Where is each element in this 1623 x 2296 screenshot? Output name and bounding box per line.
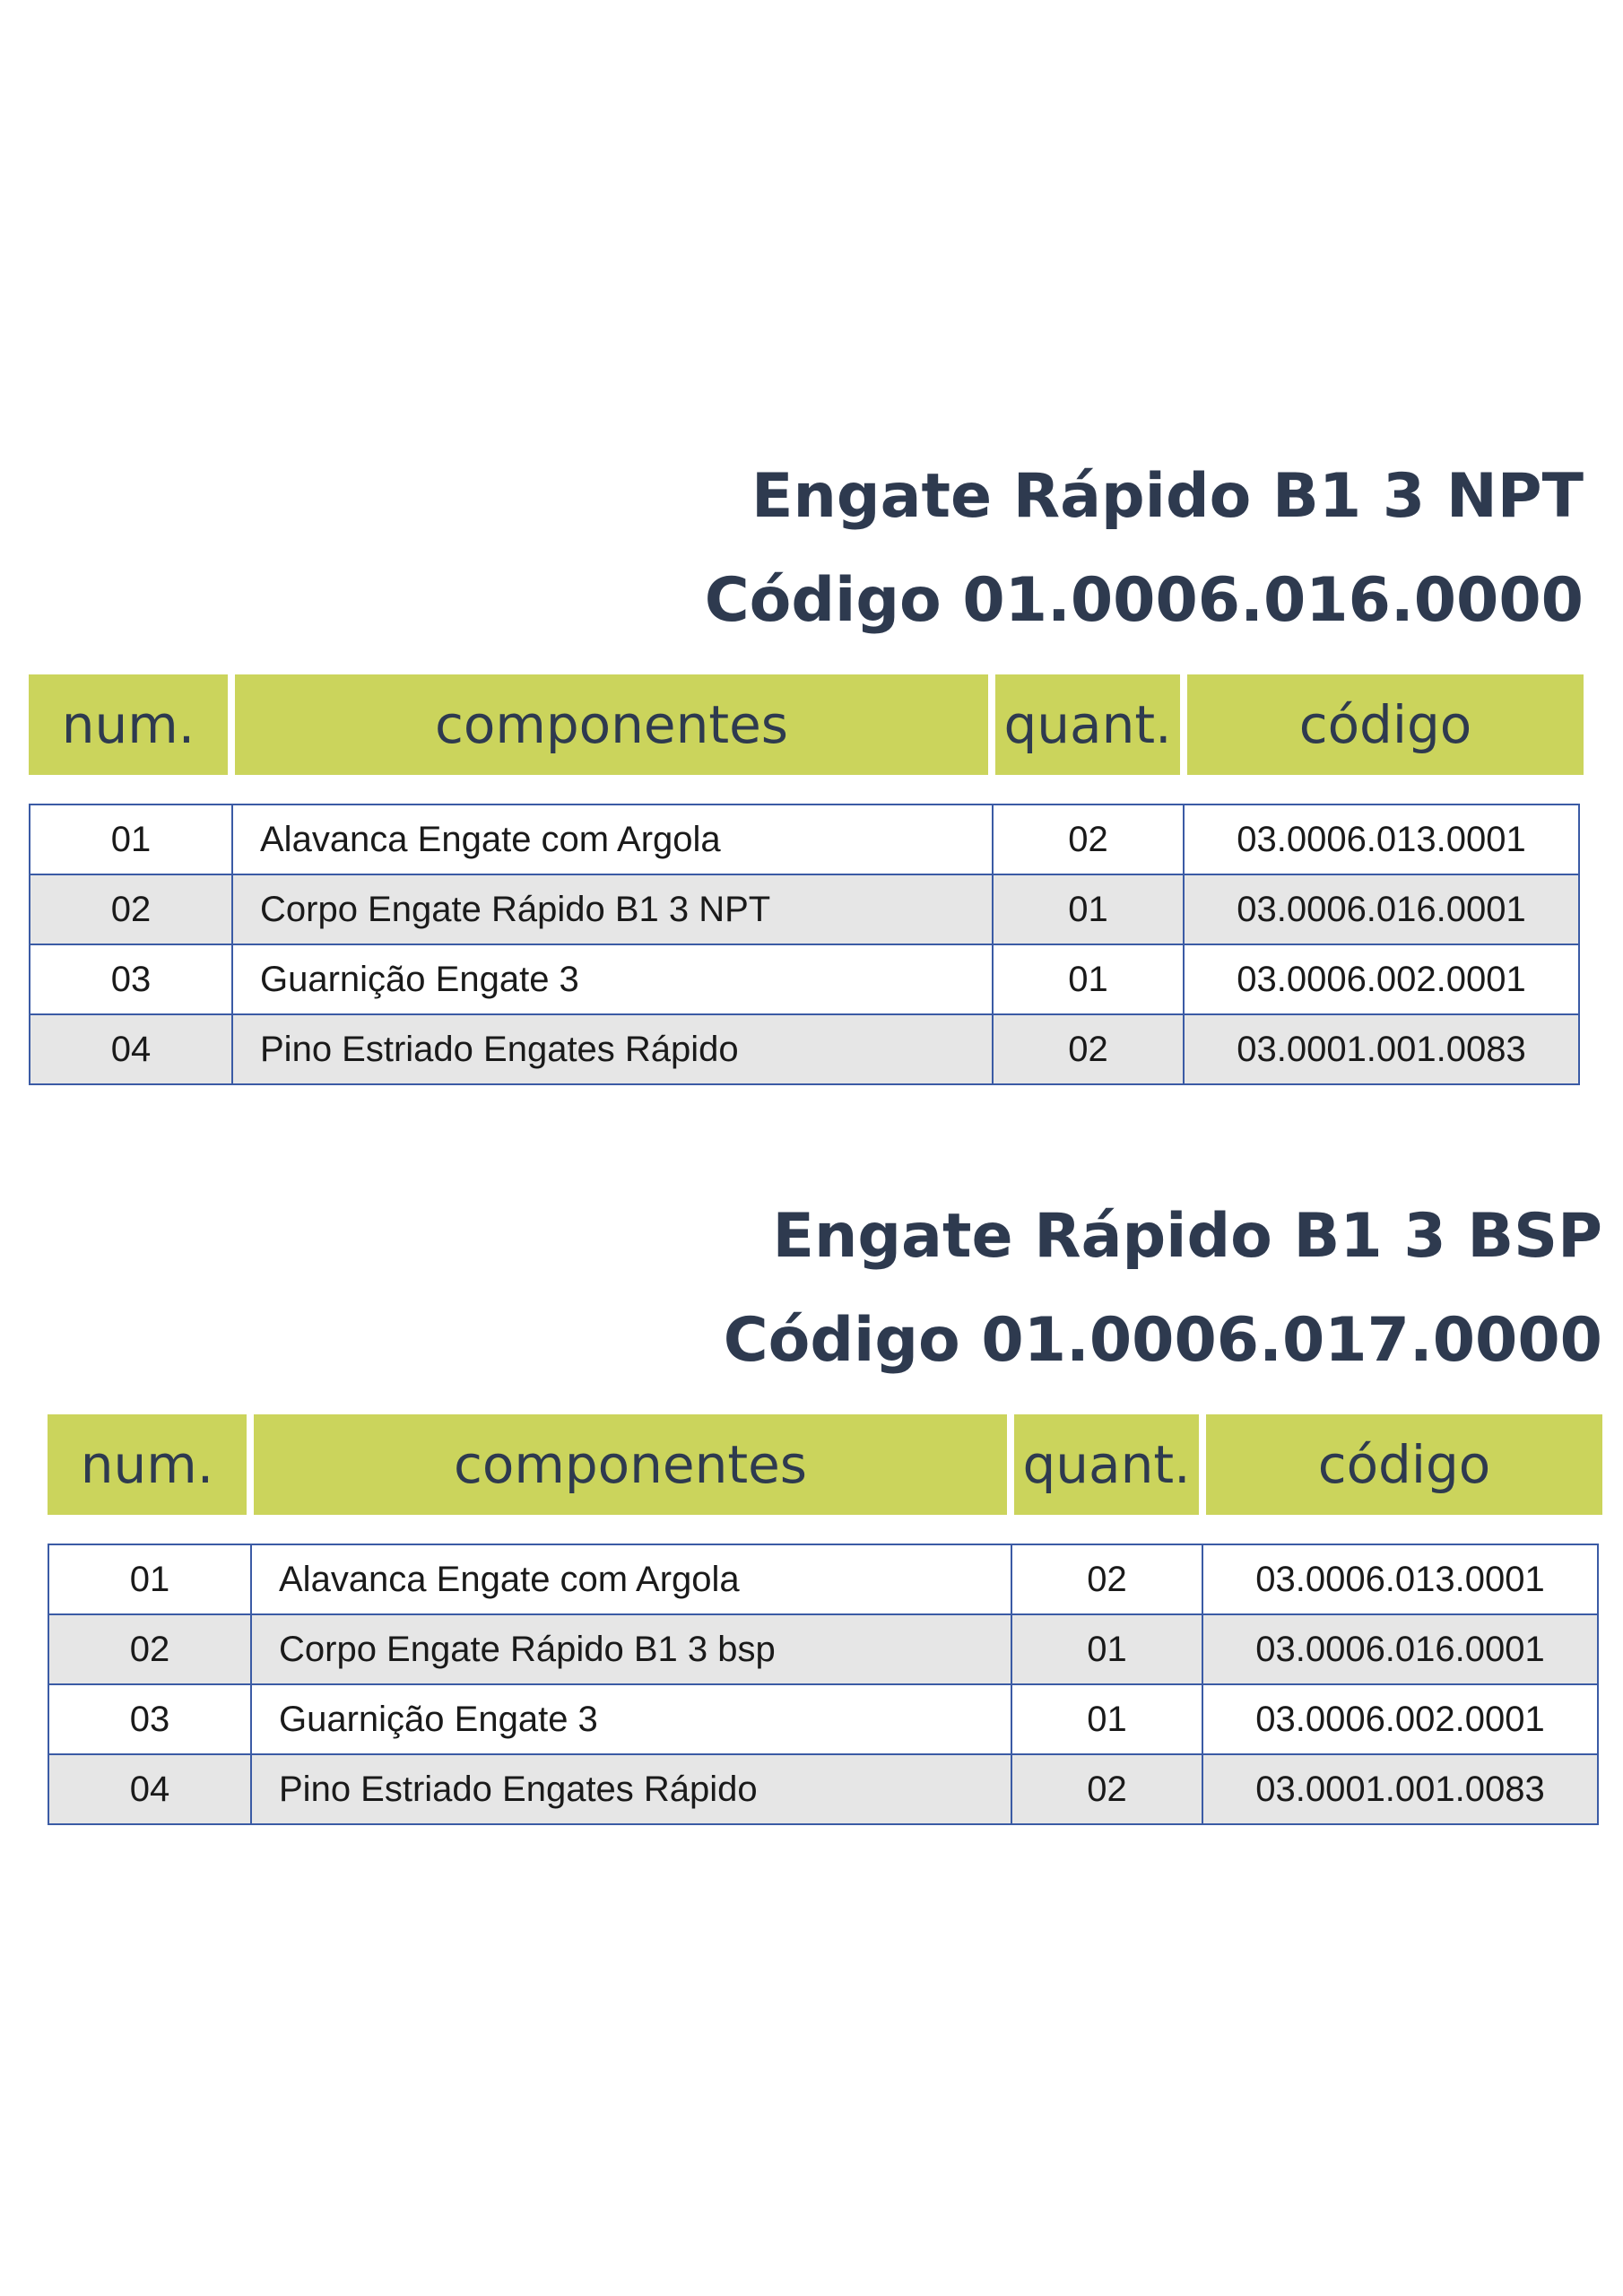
row-componente: Pino Estriado Engates Rápido (232, 1014, 993, 1084)
row-quant: 02 (993, 1014, 1184, 1084)
row-num: 04 (30, 1014, 232, 1084)
row-codigo: 03.0006.013.0001 (1184, 804, 1579, 874)
row-componente: Alavanca Engate com Argola (232, 804, 993, 874)
table-row (30, 1014, 1579, 1084)
header-codigo: código (1187, 674, 1584, 775)
row-num: 01 (30, 804, 232, 874)
row-num: 04 (48, 1754, 251, 1824)
row-componente: Guarnição Engate 3 (232, 944, 993, 1014)
product-block-bsp (48, 1201, 1602, 1834)
row-codigo: 03.0006.002.0001 (1202, 1684, 1598, 1754)
row-num: 03 (30, 944, 232, 1014)
row-codigo: 03.0006.013.0001 (1202, 1544, 1598, 1614)
row-quant: 02 (993, 804, 1184, 874)
table-row (30, 874, 1579, 944)
row-componente: Guarnição Engate 3 (251, 1684, 1011, 1754)
product-code: Código 01.0006.017.0000 (723, 1305, 1602, 1376)
row-componente: Corpo Engate Rápido B1 3 NPT (232, 874, 993, 944)
row-quant: 02 (1011, 1544, 1202, 1614)
row-num: 01 (48, 1544, 251, 1614)
row-quant: 02 (1011, 1754, 1202, 1824)
row-componente: Alavanca Engate com Argola (251, 1544, 1011, 1614)
components-table (29, 804, 1580, 1085)
table-row (48, 1544, 1598, 1614)
table-row (30, 804, 1579, 874)
table-header (48, 1414, 1602, 1515)
product-title: Engate Rápido B1 3 BSP (772, 1201, 1602, 1272)
table-header (29, 674, 1584, 775)
row-quant: 01 (993, 874, 1184, 944)
table-row (48, 1614, 1598, 1684)
header-componentes: componentes (235, 674, 988, 775)
components-table (48, 1544, 1599, 1825)
row-componente: Pino Estriado Engates Rápido (251, 1754, 1011, 1824)
row-codigo: 03.0006.002.0001 (1184, 944, 1579, 1014)
table-row (30, 944, 1579, 1014)
header-num: num. (48, 1414, 247, 1515)
row-codigo: 03.0001.001.0083 (1202, 1754, 1598, 1824)
header-componentes: componentes (254, 1414, 1007, 1515)
row-num: 02 (30, 874, 232, 944)
row-quant: 01 (993, 944, 1184, 1014)
header-num: num. (29, 674, 228, 775)
row-codigo: 03.0006.016.0001 (1202, 1614, 1598, 1684)
product-block-npt (29, 461, 1584, 1094)
header-codigo: código (1206, 1414, 1602, 1515)
header-quant: quant. (995, 674, 1180, 775)
table-row (48, 1754, 1598, 1824)
product-code: Código 01.0006.016.0000 (704, 565, 1584, 636)
row-codigo: 03.0001.001.0083 (1184, 1014, 1579, 1084)
header-quant: quant. (1014, 1414, 1199, 1515)
table-row (48, 1684, 1598, 1754)
row-componente: Corpo Engate Rápido B1 3 bsp (251, 1614, 1011, 1684)
row-quant: 01 (1011, 1684, 1202, 1754)
row-quant: 01 (1011, 1614, 1202, 1684)
product-title: Engate Rápido B1 3 NPT (751, 461, 1584, 532)
row-num: 03 (48, 1684, 251, 1754)
row-num: 02 (48, 1614, 251, 1684)
row-codigo: 03.0006.016.0001 (1184, 874, 1579, 944)
